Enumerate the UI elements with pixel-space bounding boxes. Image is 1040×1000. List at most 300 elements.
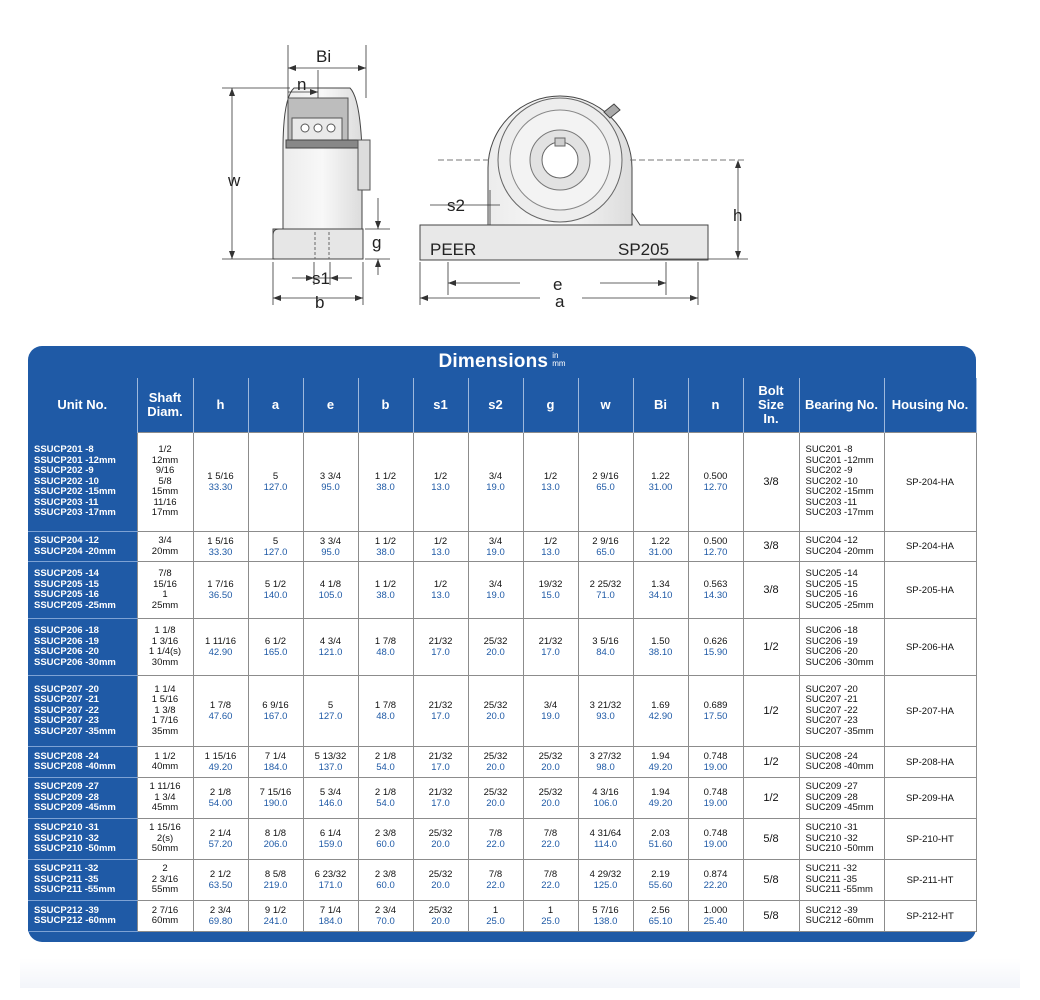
bi-inch-value: 1.22 [651, 471, 670, 482]
e-cell [303, 901, 358, 932]
h-cell [193, 778, 248, 819]
g-inch-value: 1/2 [543, 535, 558, 547]
header-bi: Bi [633, 378, 688, 433]
s1-cell [413, 819, 468, 860]
e-cell [303, 676, 358, 747]
e-inch-value: 7 1/4 [319, 905, 342, 916]
e-mm-value: 127.0 [318, 711, 343, 722]
bolt-cell: 3/8 [743, 562, 799, 619]
housing-cell: SP-205-HA [884, 562, 976, 619]
n-mm-value: 19.00 [703, 839, 728, 850]
w-cell [578, 433, 633, 532]
bearing-cell-line: SUC206 -20 [805, 646, 858, 657]
b-cell [358, 562, 413, 619]
a-mm-value: 184.0 [263, 762, 288, 773]
shaft-cell-line: 2(s) [156, 832, 174, 844]
h-cell [193, 901, 248, 932]
n-cell [688, 433, 743, 532]
bearing-cell-line: SUC209 -27 [805, 781, 858, 793]
g-inch-value: 1 [547, 905, 554, 916]
bearing-cell-line: SUC203 -11 [805, 496, 858, 508]
n-inch-value: 0.748 [703, 828, 728, 839]
h-cell [193, 562, 248, 619]
bi-mm-value: 49.20 [648, 798, 673, 809]
a-cell [248, 619, 303, 676]
n-cell [688, 901, 743, 932]
w-cell [578, 619, 633, 676]
n-cell [688, 619, 743, 676]
unit-cell-line: SSUCP210 -31 [34, 822, 99, 834]
bi-mm-value: 31.00 [648, 546, 673, 558]
bearing-cell [799, 676, 884, 747]
h-mm-value: 57.20 [208, 839, 233, 850]
a-inch-value: 7 1/4 [264, 751, 287, 762]
e-cell [303, 532, 358, 562]
header-bearing: Bearing No. [799, 378, 884, 433]
bearing-cell-line: SUC202 -9 [805, 465, 853, 477]
bottom-fade [20, 958, 1020, 988]
unit-cell [28, 433, 137, 532]
shaft-cell-line: 2 [162, 863, 168, 875]
b-cell [358, 747, 413, 778]
bi-cell [633, 901, 688, 932]
e-mm-value: 95.0 [321, 546, 340, 558]
unit-cell-line: SSUCP208 -40mm [34, 761, 116, 772]
bearing-cell [799, 778, 884, 819]
bearing-cell [799, 747, 884, 778]
a-mm-value: 165.0 [263, 647, 288, 658]
s2-cell [468, 619, 523, 676]
unit-cell-line: SSUCP211 -35 [34, 873, 99, 885]
unit-cell [28, 562, 137, 619]
e-inch-value: 3 3/4 [319, 535, 342, 547]
e-cell [303, 860, 358, 901]
bearing-cell-line: SUC209 -28 [805, 791, 858, 803]
s2-inch-value: 3/4 [488, 535, 503, 547]
bearing-cell-line: SUC206 -30mm [805, 656, 874, 668]
shaft-cell-line: 15mm [151, 486, 179, 498]
dimensions-title-band [28, 346, 976, 378]
w-mm-value: 93.0 [596, 711, 615, 722]
s1-inch-value: 1/2 [433, 535, 448, 547]
a-mm-value: 206.0 [263, 839, 288, 850]
unit-cell [28, 901, 137, 932]
bearing-cell [799, 819, 884, 860]
w-inch-value: 2 25/32 [589, 579, 622, 590]
b-cell [358, 433, 413, 532]
table-body [28, 433, 976, 932]
bearing-cell-line: SUC202 -15mm [805, 486, 874, 498]
g-cell [523, 433, 578, 532]
unit-cell-line: SSUCP204 -12 [34, 535, 99, 546]
table-row [28, 860, 976, 901]
a-cell [248, 860, 303, 901]
header-bolt: Bolt Size In. [743, 378, 799, 433]
h-inch-value: 1 7/16 [207, 579, 234, 590]
bearing-cell-line: SUC211 -32 [805, 863, 858, 875]
n-cell [688, 562, 743, 619]
g-inch-value: 3/4 [543, 700, 558, 711]
unit-cell-line: SSUCP207 -22 [34, 704, 99, 716]
n-mm-value: 19.00 [703, 798, 728, 809]
header-shaft: Shaft Diam. [137, 378, 193, 433]
bi-cell [633, 747, 688, 778]
unit-cell [28, 747, 137, 778]
s1-inch-value: 1/2 [433, 471, 448, 482]
a-mm-value: 241.0 [263, 916, 288, 927]
s1-cell [413, 619, 468, 676]
s1-cell [413, 562, 468, 619]
g-inch-value: 25/32 [538, 751, 563, 762]
unit-cell-line: SSUCP209 -45mm [34, 802, 116, 814]
n-cell [688, 778, 743, 819]
s2-inch-value: 1 [492, 905, 499, 916]
bi-inch-value: 2.19 [651, 869, 670, 880]
w-inch-value: 3 5/16 [592, 636, 619, 647]
dimensions-table [28, 378, 977, 932]
g-mm-value: 25.0 [541, 916, 560, 927]
bi-mm-value: 49.20 [648, 762, 673, 773]
n-cell [688, 532, 743, 562]
s1-mm-value: 20.0 [431, 839, 450, 850]
a-inch-value: 6 1/2 [264, 636, 287, 647]
shaft-cell [137, 860, 193, 901]
s1-cell [413, 747, 468, 778]
s2-mm-value: 20.0 [486, 798, 505, 809]
bearing-cell-line: SUC205 -16 [805, 589, 858, 600]
w-inch-value: 5 7/16 [592, 905, 619, 916]
h-mm-value: 33.30 [208, 546, 233, 558]
s2-inch-value: 25/32 [483, 751, 508, 762]
g-cell [523, 532, 578, 562]
n-inch-value: 0.626 [703, 636, 728, 647]
label-h: h [733, 206, 743, 225]
g-inch-value: 19/32 [538, 579, 563, 590]
e-inch-value: 5 [327, 700, 334, 711]
header-b: b [358, 378, 413, 433]
bi-inch-value: 2.56 [651, 905, 670, 916]
s2-cell [468, 676, 523, 747]
table-row [28, 562, 976, 619]
unit-cell [28, 860, 137, 901]
s1-cell [413, 778, 468, 819]
shaft-cell-line: 35mm [151, 725, 179, 737]
shaft-cell-line: 3/4 [158, 535, 172, 546]
bi-inch-value: 1.94 [651, 751, 670, 762]
bearing-cell-line: SUC202 -10 [805, 475, 858, 487]
bolt-cell: 1/2 [743, 619, 799, 676]
e-inch-value: 5 3/4 [319, 787, 342, 798]
e-cell [303, 819, 358, 860]
w-mm-value: 114.0 [593, 839, 618, 850]
g-inch-value: 25/32 [538, 787, 563, 798]
s2-mm-value: 20.0 [486, 762, 505, 773]
unit-cell-line: SSUCP211 -55mm [34, 884, 116, 896]
housing-cell: SP-208-HA [884, 747, 976, 778]
bearing-cell-line: SUC201 -12mm [805, 454, 874, 466]
shaft-cell-line: 2 7/16 [151, 904, 179, 916]
label-w: w [228, 171, 241, 190]
a-mm-value: 190.0 [263, 798, 288, 809]
s2-mm-value: 22.0 [486, 880, 505, 891]
shaft-cell [137, 676, 193, 747]
s2-inch-value: 25/32 [483, 636, 508, 647]
shaft-cell-line: 1 7/16 [151, 715, 179, 727]
e-cell [303, 747, 358, 778]
housing-cell: SP-206-HA [884, 619, 976, 676]
bearing-cell-line: SUC204 -20mm [805, 545, 874, 557]
b-inch-value: 2 3/8 [374, 828, 397, 839]
bolt-cell: 1/2 [743, 778, 799, 819]
bolt-cell: 1/2 [743, 747, 799, 778]
h-inch-value: 1 15/16 [204, 751, 237, 762]
a-mm-value: 167.0 [263, 711, 288, 722]
s1-inch-value: 21/32 [428, 787, 453, 798]
a-mm-value: 140.0 [263, 590, 288, 601]
b-mm-value: 54.0 [376, 798, 395, 809]
dimensions-card [28, 346, 976, 942]
g-inch-value: 1/2 [543, 471, 558, 482]
h-mm-value: 54.00 [208, 798, 233, 809]
shaft-cell [137, 562, 193, 619]
bearing-cell-line: SUC206 -18 [805, 625, 858, 636]
label-e: e [553, 275, 563, 294]
unit-cell [28, 676, 137, 747]
bi-inch-value: 1.22 [651, 535, 670, 547]
b-inch-value: 2 1/8 [374, 751, 397, 762]
pillow-block-drawing [0, 0, 1040, 340]
s1-inch-value: 21/32 [428, 751, 453, 762]
h-inch-value: 2 3/4 [209, 905, 232, 916]
shaft-cell-line: 55mm [151, 884, 179, 896]
shaft-cell-line: 40mm [151, 761, 179, 772]
s2-mm-value: 20.0 [486, 711, 505, 722]
h-inch-value: 1 5/16 [207, 471, 234, 482]
bearing-cell [799, 619, 884, 676]
shaft-cell [137, 433, 193, 532]
a-cell [248, 562, 303, 619]
s1-cell [413, 676, 468, 747]
g-mm-value: 22.0 [541, 839, 560, 850]
h-inch-value: 1 5/16 [207, 535, 234, 547]
w-cell [578, 532, 633, 562]
bearing-cell-line: SUC208 -24 [805, 750, 858, 762]
unit-cell-line: SSUCP202 -9 [34, 465, 94, 476]
unit-cell-line: SSUCP210 -32 [34, 832, 99, 844]
e-cell [303, 778, 358, 819]
bearing-cell-line: SUC204 -12 [805, 535, 858, 546]
unit-cell-line: SSUCP202 -15mm [34, 486, 116, 497]
bearing-cell-line: SUC201 -8 [805, 444, 853, 456]
b-mm-value: 60.0 [376, 880, 395, 891]
s2-mm-value: 19.0 [486, 482, 505, 493]
a-cell [248, 778, 303, 819]
shaft-cell-line: 1 3/16 [151, 635, 179, 647]
header-n: n [688, 378, 743, 433]
s2-inch-value: 3/4 [488, 579, 503, 590]
shaft-cell-line: 20mm [151, 545, 179, 557]
s1-inch-value: 25/32 [428, 905, 453, 916]
housing-cell: SP-212-HT [884, 901, 976, 932]
w-cell [578, 676, 633, 747]
h-mm-value: 33.30 [208, 482, 233, 493]
a-cell [248, 532, 303, 562]
unit-cell-line: SSUCP206 -19 [34, 635, 99, 647]
b-mm-value: 54.0 [376, 762, 395, 773]
g-inch-value: 7/8 [543, 828, 558, 839]
s1-inch-value: 25/32 [428, 828, 453, 839]
s1-mm-value: 20.0 [431, 916, 450, 927]
h-inch-value: 1 7/8 [209, 700, 232, 711]
shaft-cell-line: 1 15/16 [149, 822, 181, 834]
w-cell [578, 901, 633, 932]
bolt-cell: 3/8 [743, 532, 799, 562]
table-row [28, 778, 976, 819]
s1-cell [413, 860, 468, 901]
shaft-cell [137, 819, 193, 860]
e-inch-value: 6 23/32 [314, 869, 347, 880]
h-mm-value: 63.50 [208, 880, 233, 891]
a-inch-value: 8 1/8 [264, 828, 287, 839]
unit-cell-line: SSUCP206 -18 [34, 625, 99, 636]
table-row [28, 819, 976, 860]
a-inch-value: 5 1/2 [264, 579, 287, 590]
header-row [28, 378, 976, 433]
housing-cell: SP-207-HA [884, 676, 976, 747]
g-mm-value: 20.0 [541, 798, 560, 809]
s1-inch-value: 21/32 [428, 700, 453, 711]
unit-cell-line: SSUCP205 -15 [34, 578, 99, 590]
bearing-cell-line: SUC205 -25mm [805, 599, 874, 611]
s1-mm-value: 17.0 [431, 762, 450, 773]
bearing-cell-line: SUC211 -35 [805, 873, 858, 885]
shaft-cell [137, 901, 193, 932]
unit-cell-line: SSUCP203 -17mm [34, 507, 116, 518]
unit-cell-line: SSUCP206 -20 [34, 646, 99, 657]
s2-cell [468, 778, 523, 819]
unit-cell [28, 778, 137, 819]
header-w: w [578, 378, 633, 433]
b-cell [358, 619, 413, 676]
bi-mm-value: 55.60 [648, 880, 673, 891]
a-cell [248, 747, 303, 778]
w-mm-value: 65.0 [596, 546, 615, 558]
b-mm-value: 60.0 [376, 839, 395, 850]
bearing-cell-line: SUC211 -55mm [805, 884, 873, 896]
h-cell [193, 819, 248, 860]
e-cell [303, 619, 358, 676]
b-cell [358, 819, 413, 860]
e-cell [303, 562, 358, 619]
unit-cell-line: SSUCP207 -35mm [34, 725, 116, 737]
b-inch-value: 2 3/4 [374, 905, 397, 916]
shaft-cell-line: 1 1/4 [154, 683, 176, 695]
unit-cell-line: SSUCP201 -12mm [34, 454, 116, 466]
b-mm-value: 70.0 [376, 916, 395, 927]
b-cell [358, 901, 413, 932]
s2-cell [468, 901, 523, 932]
table-row [28, 676, 976, 747]
housing-cell: SP-204-HA [884, 532, 976, 562]
bi-inch-value: 1.50 [651, 636, 670, 647]
s1-mm-value: 13.0 [431, 590, 450, 601]
shaft-cell-line: 12mm [151, 454, 179, 466]
s1-inch-value: 21/32 [428, 636, 453, 647]
bearing-cell-line: SUC205 -15 [805, 578, 858, 590]
shaft-cell [137, 747, 193, 778]
header-e: e [303, 378, 358, 433]
label-s1: s1 [312, 269, 330, 288]
bi-inch-value: 1.94 [651, 787, 670, 798]
label-peer: PEER [430, 240, 477, 259]
shaft-cell-line: 25mm [151, 599, 179, 611]
g-cell [523, 819, 578, 860]
n-cell [688, 747, 743, 778]
n-inch-value: 0.500 [703, 471, 728, 482]
bi-mm-value: 42.90 [648, 711, 673, 722]
bearing-cell-line: SUC210 -31 [805, 822, 858, 834]
shaft-cell-line: 2 3/16 [151, 873, 179, 885]
w-inch-value: 4 3/16 [592, 787, 619, 798]
housing-cell: SP-209-HA [884, 778, 976, 819]
a-mm-value: 219.0 [263, 880, 288, 891]
shaft-cell-line: 9/16 [155, 465, 175, 477]
bolt-cell: 5/8 [743, 901, 799, 932]
e-mm-value: 184.0 [318, 916, 343, 927]
shaft-cell [137, 532, 193, 562]
s2-cell [468, 562, 523, 619]
bearing-cell-line: SUC210 -32 [805, 832, 858, 844]
unit-cell-line: SSUCP209 -28 [34, 791, 99, 803]
s2-mm-value: 22.0 [486, 839, 505, 850]
n-mm-value: 12.70 [703, 482, 728, 493]
unit-cell [28, 819, 137, 860]
unit-cell [28, 532, 137, 562]
b-inch-value: 1 7/8 [374, 700, 397, 711]
unit-cell-line: SSUCP208 -24 [34, 750, 99, 762]
unit-cell-line: SSUCP201 -8 [34, 444, 94, 455]
n-cell [688, 860, 743, 901]
h-mm-value: 49.20 [208, 762, 233, 773]
shaft-cell-line: 30mm [151, 656, 179, 668]
n-inch-value: 0.563 [703, 579, 728, 590]
bi-mm-value: 34.10 [648, 590, 673, 601]
bi-cell [633, 433, 688, 532]
s1-cell [413, 532, 468, 562]
e-mm-value: 159.0 [318, 839, 343, 850]
g-cell [523, 747, 578, 778]
dimensions-title: Dimensions [438, 351, 549, 372]
a-inch-value: 5 [272, 535, 279, 547]
shaft-cell-line: 1/2 [158, 444, 172, 456]
h-cell [193, 747, 248, 778]
unit-cell-line: SSUCP203 -11 [34, 496, 99, 508]
bearing-cell [799, 532, 884, 562]
bearing-cell-line: SUC206 -19 [805, 635, 858, 647]
e-inch-value: 4 3/4 [319, 636, 342, 647]
g-mm-value: 22.0 [541, 880, 560, 891]
shaft-cell [137, 619, 193, 676]
w-cell [578, 778, 633, 819]
w-inch-value: 4 29/32 [589, 869, 622, 880]
s2-cell [468, 819, 523, 860]
shaft-cell-line: 60mm [151, 915, 179, 926]
label-s2: s2 [447, 196, 465, 215]
a-inch-value: 9 1/2 [264, 905, 287, 916]
bearing-cell-line: SUC207 -20 [805, 683, 858, 695]
h-inch-value: 2 1/2 [209, 869, 232, 880]
s1-mm-value: 20.0 [431, 880, 450, 891]
